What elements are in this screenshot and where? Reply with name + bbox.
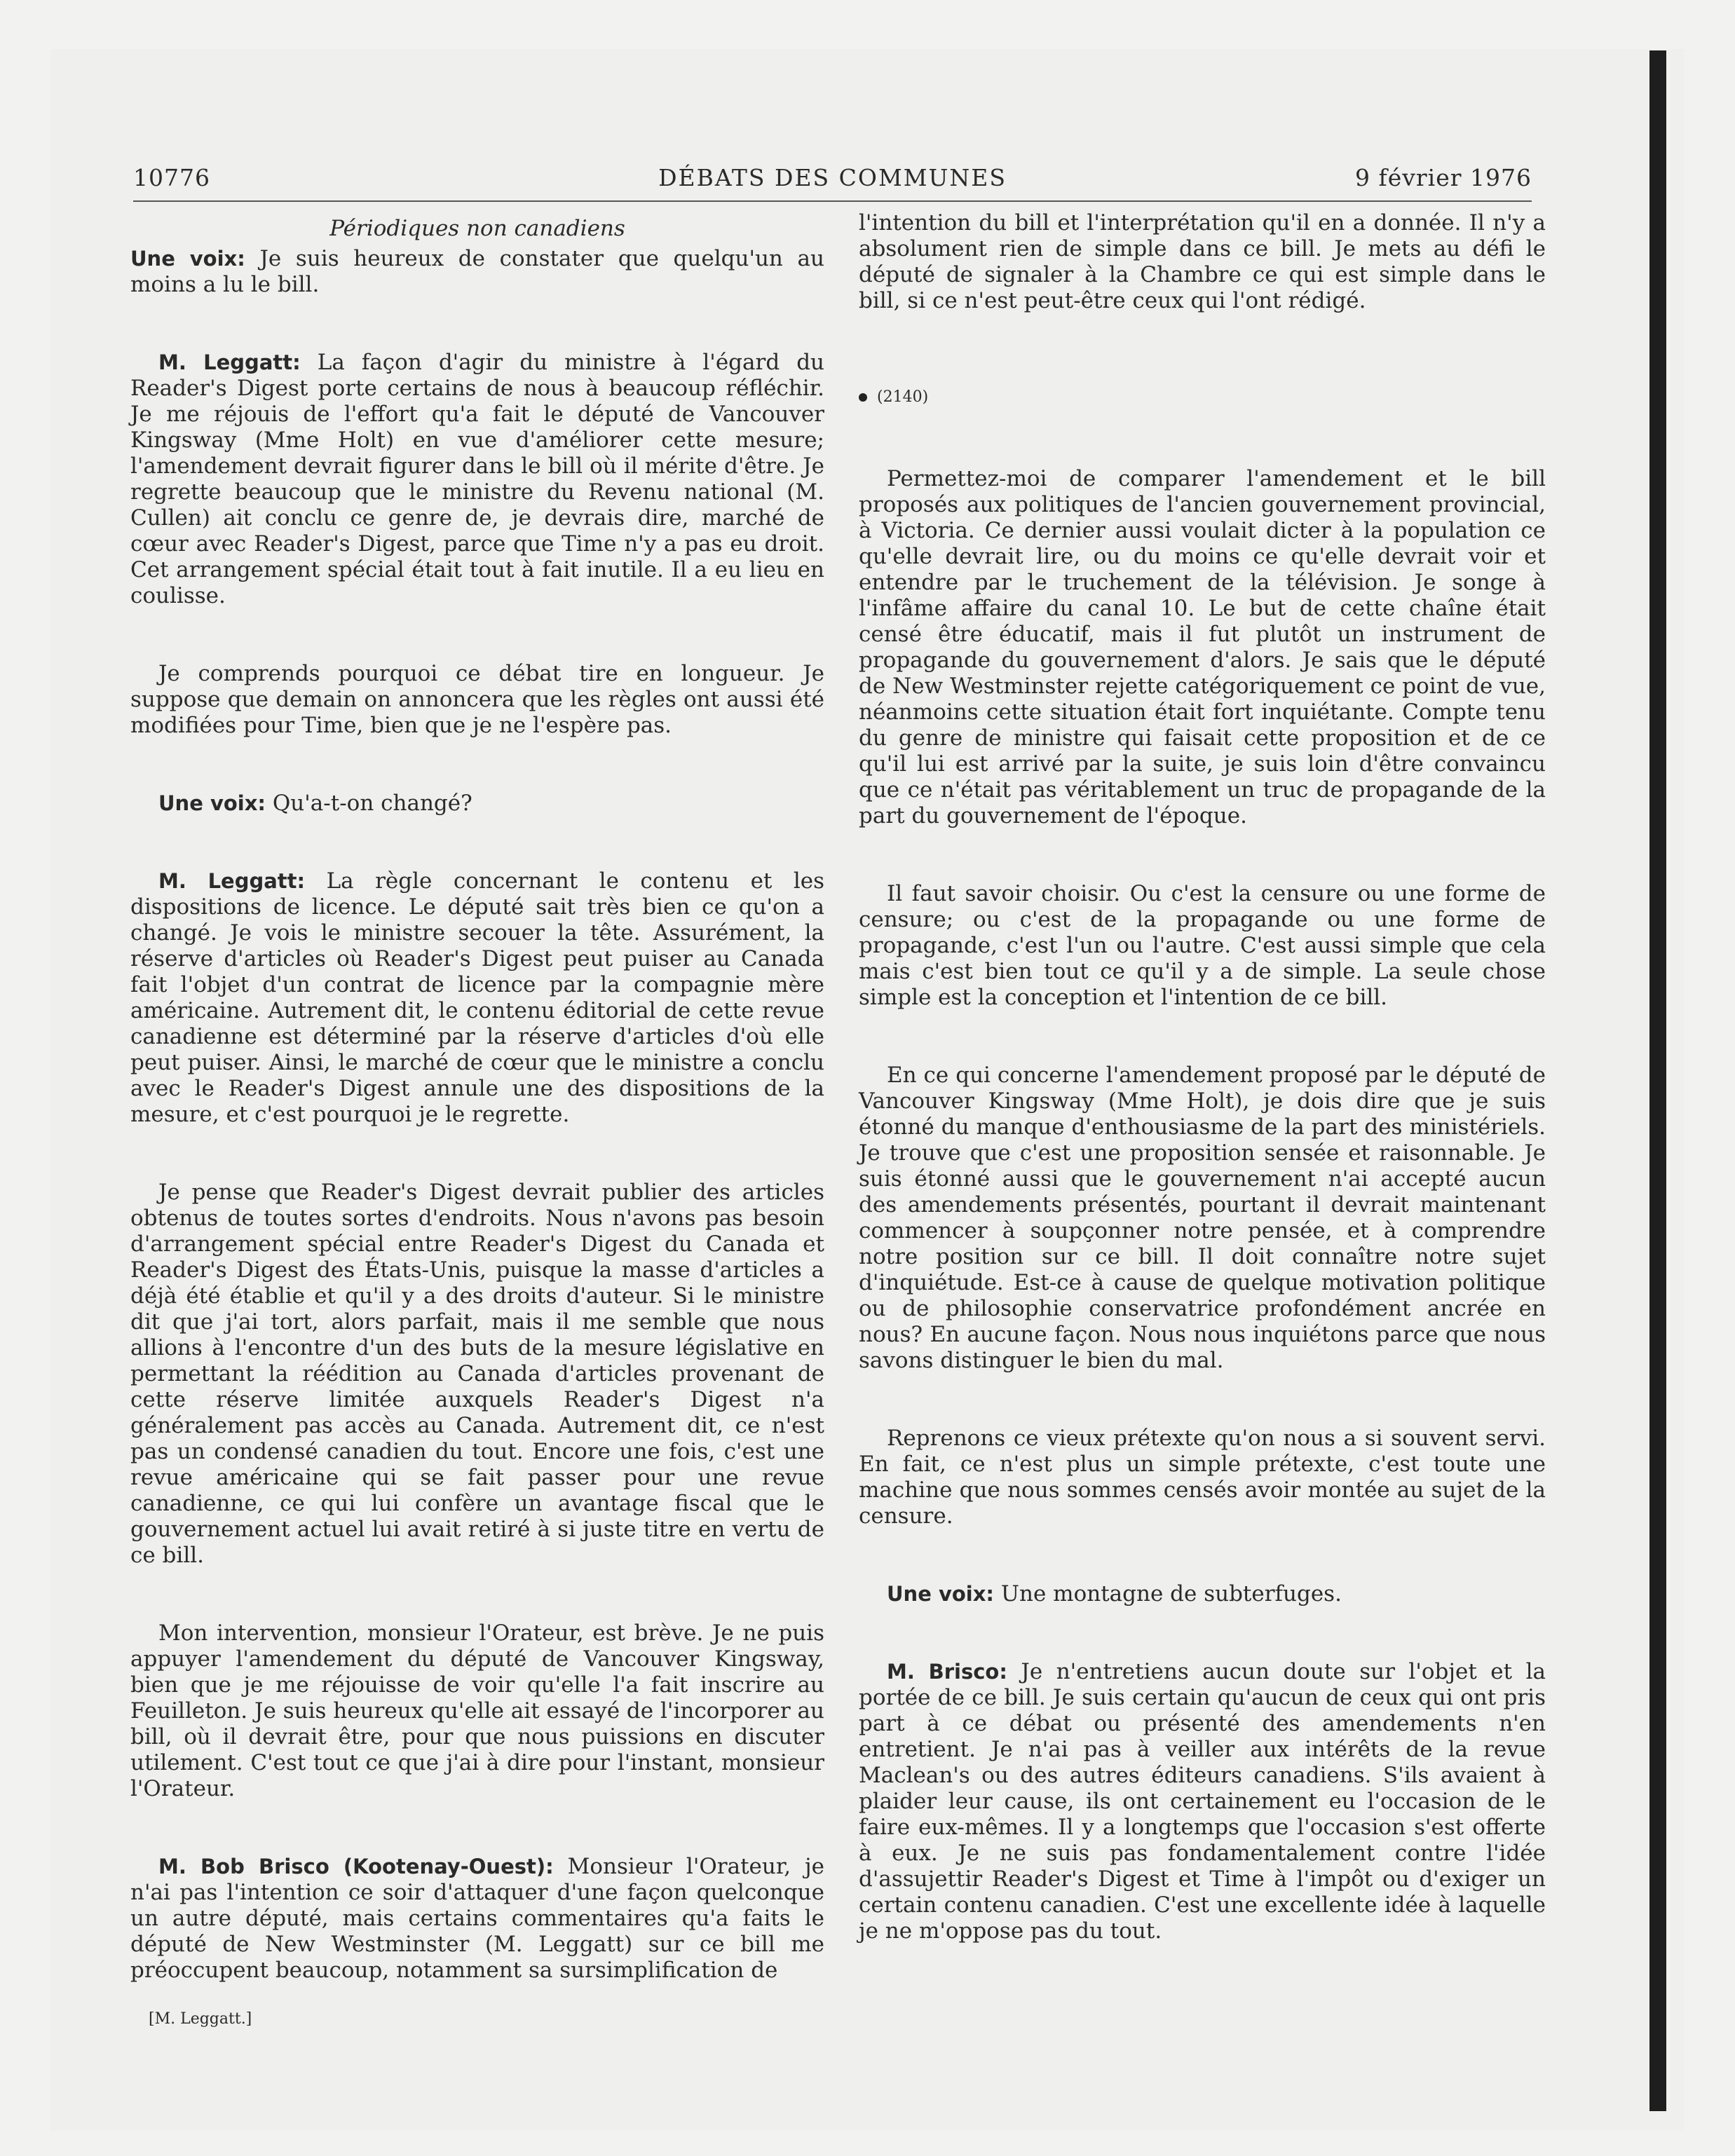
- paragraph: Je comprends pourquoi ce débat tire en longueur. Je suppose que demain on annoncera que les règles ont aussi été modifiées pour Time, bien que je ne l'espère pas.: [130, 661, 824, 738]
- paragraph: l'intention du bill et l'interprétation qu'il en a donnée. Il n'y a absolument rien de simple dans ce bill. Je mets au défi le député de signaler à la Chambre ce qui est simple dans le bill, si ce n'est peut-être ceux qui l'ont rédigé.: [859, 210, 1546, 313]
- speaker-name: M. Leggatt:: [158, 350, 301, 374]
- speaker-name: M. Bob Brisco (Kootenay-Ouest):: [158, 1855, 554, 1878]
- time-stamp: (2140): [859, 384, 1546, 410]
- paragraph: Une voix: Qu'a-t-on changé?: [158, 791, 472, 816]
- speaker-name: Une voix:: [130, 247, 245, 271]
- paragraph: Une voix: Une montagne de subterfuges.: [887, 1581, 1342, 1606]
- session-date: 9 février 1976: [1355, 164, 1532, 191]
- speaker-name: M. Leggatt:: [158, 869, 306, 893]
- left-column: [130, 210, 824, 1984]
- speaker-name: M. Brisco:: [887, 1660, 1007, 1684]
- section-subhead: Périodiques non canadiens: [329, 216, 625, 241]
- paragraph: Reprenons ce vieux prétexte qu'on nous a si souvent servi. En fait, ce n'est plus un simple prétexte, c'est toute une machine que nous sommes censés avoir montée au sujet de la censure.: [859, 1426, 1546, 1529]
- publication-title: DÉBATS DES COMMUNES: [658, 164, 1007, 191]
- paragraph: Mon intervention, monsieur l'Orateur, est brève. Je ne puis appuyer l'amendement du député de Vancouver Kingsway, bien que je me réjouisse de voir qu'elle l'a fait inscrire au Feuilleton. Je suis heureux qu'elle ait essayé de l'incorporer au bill, où il devrait être, pour que nous puissions en discuter utilement. C'est tout ce que j'ai à dire pour l'instant, monsieur l'Orateur.: [130, 1621, 824, 1801]
- scan-edge-bar: [1649, 50, 1666, 2111]
- page-number: 10776: [133, 164, 210, 191]
- speaker-name: Une voix:: [158, 791, 266, 815]
- paragraph: Je pense que Reader's Digest devrait publier des articles obtenus de toutes sortes d'endroits. Nous n'avons pas besoin d'arrangement spécial entre Reader's Digest du Canada et Reader's Digest des États-Unis, puisque la masse d'articles a déjà été établie et qu'il y a des droits d'auteur. Si le ministre dit que j'ai tort, alors parfait, mais il me semble que nous allions à l'encontre d'un des buts de la mesure législative en permettant la réédition au Canada d'articles provenant de cette réserve limitée auxquels Reader's Digest n'a généralement pas accès au Canada. Autrement dit, ce n'est pas un condensé canadien du tout. Encore une fois, c'est une revue américaine qui se fait passer pour une revue canadienne, ce qui lui confère un avantage fiscal que le gouvernement actuel lui avait retiré à si juste titre en vertu de ce bill.: [130, 1180, 824, 1568]
- paragraph: Permettez-moi de comparer l'amendement et le bill proposés aux politiques de l'ancien gouvernement provincial, à Victoria. Ce dernier aussi voulait dicter à la population ce qu'elle devrait lire, ou du moins ce qu'elle devrait voir et entendre par le truchement de la télévision. Je songe à l'infâme affaire du canal 10. Le but de cette chaîne était censé être éducatif, mais il fut plutôt un instrument de propagande du gouvernement d'alors. Je sais que le député de New Westminster rejette catégoriquement ce point de vue, néanmoins cette situation était fort inquiétante. Compte tenu du genre de ministre qui faisait cette proposition et de ce qu'il lui est arrivé par la suite, je suis loin d'être convaincu que ce n'était pas véritablement un truc de propagande de la part du gouvernement de l'époque.: [859, 466, 1546, 828]
- paragraph: M. Brisco: Je n'entretiens aucun doute sur l'objet et la portée de ce bill. Je suis certain qu'aucun de ceux qui ont pris part à ce débat ou présenté des amendements n'en entretient. Je n'ai pas à veiller aux intérêts de la revue Maclean's ou des autres éditeurs canadiens. S'ils avaient à plaider leur cause, ils ont certainement eu l'occasion de le faire eux-mêmes. Il y a longtemps que l'occasion s'est offerte à eux. Je ne suis pas fondamentalement contre l'idée d'assujettir Reader's Digest et Time à l'impôt ou d'exiger un certain contenu canadien. C'est une excellente idée à laquelle je ne m'oppose pas du tout.: [859, 1659, 1546, 1944]
- paragraph: Il faut savoir choisir. Ou c'est la censure ou une forme de censure; ou c'est de la propagande ou une forme de propagande, c'est l'un ou l'autre. C'est aussi simple que cela mais c'est bien tout ce qu'il y a de simple. La seule chose simple est la conception et l'intention de ce bill.: [859, 881, 1546, 1010]
- speaker-name: Une voix:: [887, 1582, 995, 1606]
- speaker-footer-ref: [M. Leggatt.]: [149, 2010, 252, 2028]
- paragraph: Une voix: Je suis heureux de constater que quelqu'un au moins a lu le bill.: [130, 246, 824, 297]
- paragraph: En ce qui concerne l'amendement proposé par le député de Vancouver Kingsway (Mme Holt), je dois dire que je suis étonné du manque d'enthousiasme de la part des ministériels. Je trouve que c'est une proposition sensée et raisonnable. Je suis étonné aussi que le gouvernement n'ai accepté aucun des amendements présentés, pourtant il devrait maintenant commencer à soupçonner notre pensée, et à comprendre notre position sur ce bill. Il doit connaître notre sujet d'inquiétude. Est-ce à cause de quelque motivation politique ou de philosophie conservatrice profondément ancrée en nous? En aucune façon. Nous nous inquiétons parce que nous savons distinguer le bien du mal.: [859, 1063, 1546, 1373]
- paragraph: M. Bob Brisco (Kootenay-Ouest): Monsieur l'Orateur, je n'ai pas l'intention ce soir d'attaquer d'une façon quelconque un autre député, mais certains commentaires qu'a faits le député de New Westminster (M. Leggatt) sur ce bill me préoccupent beaucoup, notamment sa sursimplification de: [130, 1854, 824, 1983]
- paragraph: M. Leggatt: La règle concernant le contenu et les dispositions de licence. Le député sait très bien ce qu'on a changé. Je vois le ministre secouer la tête. Assurément, la réserve d'articles où Reader's Digest peut puiser au Canada fait l'objet d'un contrat de licence par la compagnie mère américaine. Autrement dit, le contenu éditorial de cette revue canadienne est déterminé par la réserve d'articles d'où elle peut puiser. Ainsi, le marché de cœur que le ministre a conclu avec le Reader's Digest annule une des dispositions de la mesure, et c'est pourquoi je le regrette.: [130, 868, 824, 1127]
- page-header: [133, 158, 1532, 202]
- paragraph: M. Leggatt: La façon d'agir du ministre à l'égard du Reader's Digest porte certains de nous à beaucoup réfléchir. Je me réjouis de l'effort qu'a fait le député de Vancouver Kingsway (Mme Holt) en vue d'améliorer cette mesure; l'amendement devrait figurer dans le bill où il mérite d'être. Je regrette beaucoup que le ministre du Revenu national (M. Cullen) ait conclu ce genre de, je devrais dire, marché de cœur avec Reader's Digest, parce que Time n'y a pas eu droit. Cet arrangement spécial était tout à fait inutile. Il a eu lieu en coulisse.: [130, 350, 825, 608]
- right-column: [859, 210, 1546, 1944]
- bullet-icon: [859, 393, 867, 402]
